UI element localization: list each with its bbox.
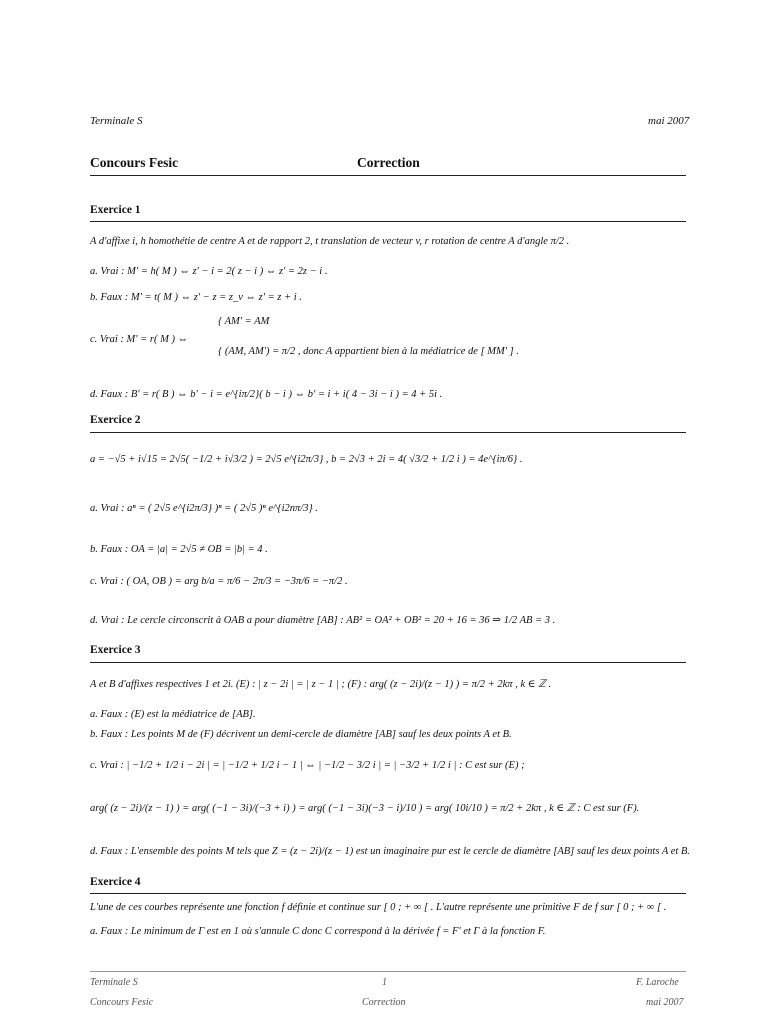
exercise-3-title: Exercice 3 — [90, 644, 141, 656]
footer-left-2: Concours Fesic — [90, 997, 154, 1008]
exercise-2-line: d. Vrai : Le cercle circonscrit à OAB a pour diamètre [AB] : AB² = OA² + OB² = 20 + 16 = 36 ⇒ 1/2 AB = 3 . — [90, 615, 556, 626]
exercise-4-line: L'une de ces courbes représente une fonction f définie et continue sur [ 0 ; + ∞ [ . L'autre représente une primitive F de f sur [ 0 ; + ∞ [ . — [90, 902, 667, 913]
exercise-1-title: Exercice 1 — [90, 204, 141, 216]
exercise-3-line: A et B d'affixes respectives 1 et 2i. (E) : | z − 2i | = | z − 1 | ; (F) : arg( (z − 2i)/(z − 1) ) = π/2 + 2kπ , k ∈ ℤ . — [90, 679, 552, 690]
exercise-1-rule — [90, 221, 686, 222]
exercise-1-line: { AM' = AM — [218, 316, 270, 327]
title-rule — [90, 175, 686, 176]
exercise-1-line: a. Vrai : M' = h( M ) ⇔ z' − i = 2( z − i ) ⇔ z' = 2z − i . — [90, 266, 328, 277]
exercise-1-line: A d'affixe i, h homothétie de centre A et de rapport 2, t translation de vecteur v, r rotation de centre A d'angle π/2 . — [90, 236, 570, 247]
exercise-3-line: arg( (z − 2i)/(z − 1) ) = arg( (−1 − 3i)/(−3 + i) ) = arg( (−1 − 3i)(−3 − i)/10 ) = arg( 10i/10 ) = π/2 + 2kπ , k ∈ ℤ : C est sur (F). — [90, 803, 640, 814]
exercise-4-line: a. Faux : Le minimum de Γ est en 1 où s'annule C donc C correspond à la dérivée f = F' et Γ à la fonction F. — [90, 926, 546, 937]
document-title: Concours Fesic — [90, 155, 179, 170]
exercise-4-title: Exercice 4 — [90, 876, 141, 888]
exercise-3-line: b. Faux : Les points M de (F) décrivent un demi-cercle de diamètre [AB] sauf les deux points A et B. — [90, 729, 512, 740]
exercise-2-line: c. Vrai : ( OA, OB ) = arg b/a = π/6 − 2π/3 = −3π/6 = −π/2 . — [90, 576, 348, 587]
exercise-3-line: c. Vrai : | −1/2 + 1/2 i − 2i | = | −1/2 + 1/2 i − 1 | ⇔ | −1/2 − 3/2 i | = | −3/2 + 1/2 i | : C est sur (E) ; — [90, 760, 525, 771]
exercise-2-line: a. Vrai : aⁿ = ( 2√5 e^{i2π/3} )ⁿ = ( 2√5 )ⁿ e^{i2nπ/3} . — [90, 503, 318, 514]
exercise-1-line: d. Faux : B' = r( B ) ⇔ b' − i = e^{iπ/2}( b − i ) ⇔ b' = i + i( 4 − 3i − i ) = 4 + 5i . — [90, 389, 443, 400]
exercise-2-title: Exercice 2 — [90, 414, 141, 426]
footer-date: mai 2007 — [646, 997, 684, 1008]
exercise-1-line: c. Vrai : M' = r( M ) ⇔ — [90, 334, 189, 345]
header-left: Terminale S — [90, 115, 143, 127]
footer-author: F. Laroche — [636, 977, 679, 988]
page-number: 1 — [382, 977, 387, 988]
exercise-2-line: b. Faux : OA = |a| = 2√5 ≠ OB = |b| = 4 . — [90, 544, 268, 555]
header-right: mai 2007 — [648, 115, 690, 127]
document-subtitle: Correction — [357, 155, 420, 170]
footer-center-2: Correction — [362, 997, 406, 1008]
footer-left: Terminale S — [90, 977, 138, 988]
exercise-1-line: { (AM, AM') = π/2 , donc A appartient bien à la médiatrice de [ MM' ] . — [218, 346, 519, 357]
exercise-3-rule — [90, 662, 686, 663]
exercise-2-line: a = −√5 + i√15 = 2√5( −1/2 + i√3/2 ) = 2√5 e^{i2π/3} , b = 2√3 + 2i = 4( √3/2 + 1/2 i ) = 4e^{iπ/6} . — [90, 454, 523, 465]
exercise-4-rule — [90, 893, 686, 894]
footer-rule — [90, 971, 686, 972]
exercise-1-line: b. Faux : M' = t( M ) ⇔ z' − z = z_v ⇔ z' = z + i . — [90, 292, 302, 303]
exercise-2-rule — [90, 432, 686, 433]
exercise-3-line: a. Faux : (E) est la médiatrice de [AB]. — [90, 709, 256, 720]
exercise-3-line: d. Faux : L'ensemble des points M tels que Z = (z − 2i)/(z − 1) est un imaginaire pur est le cercle de diamètre [AB] sauf les deux points A et B. — [90, 846, 690, 857]
